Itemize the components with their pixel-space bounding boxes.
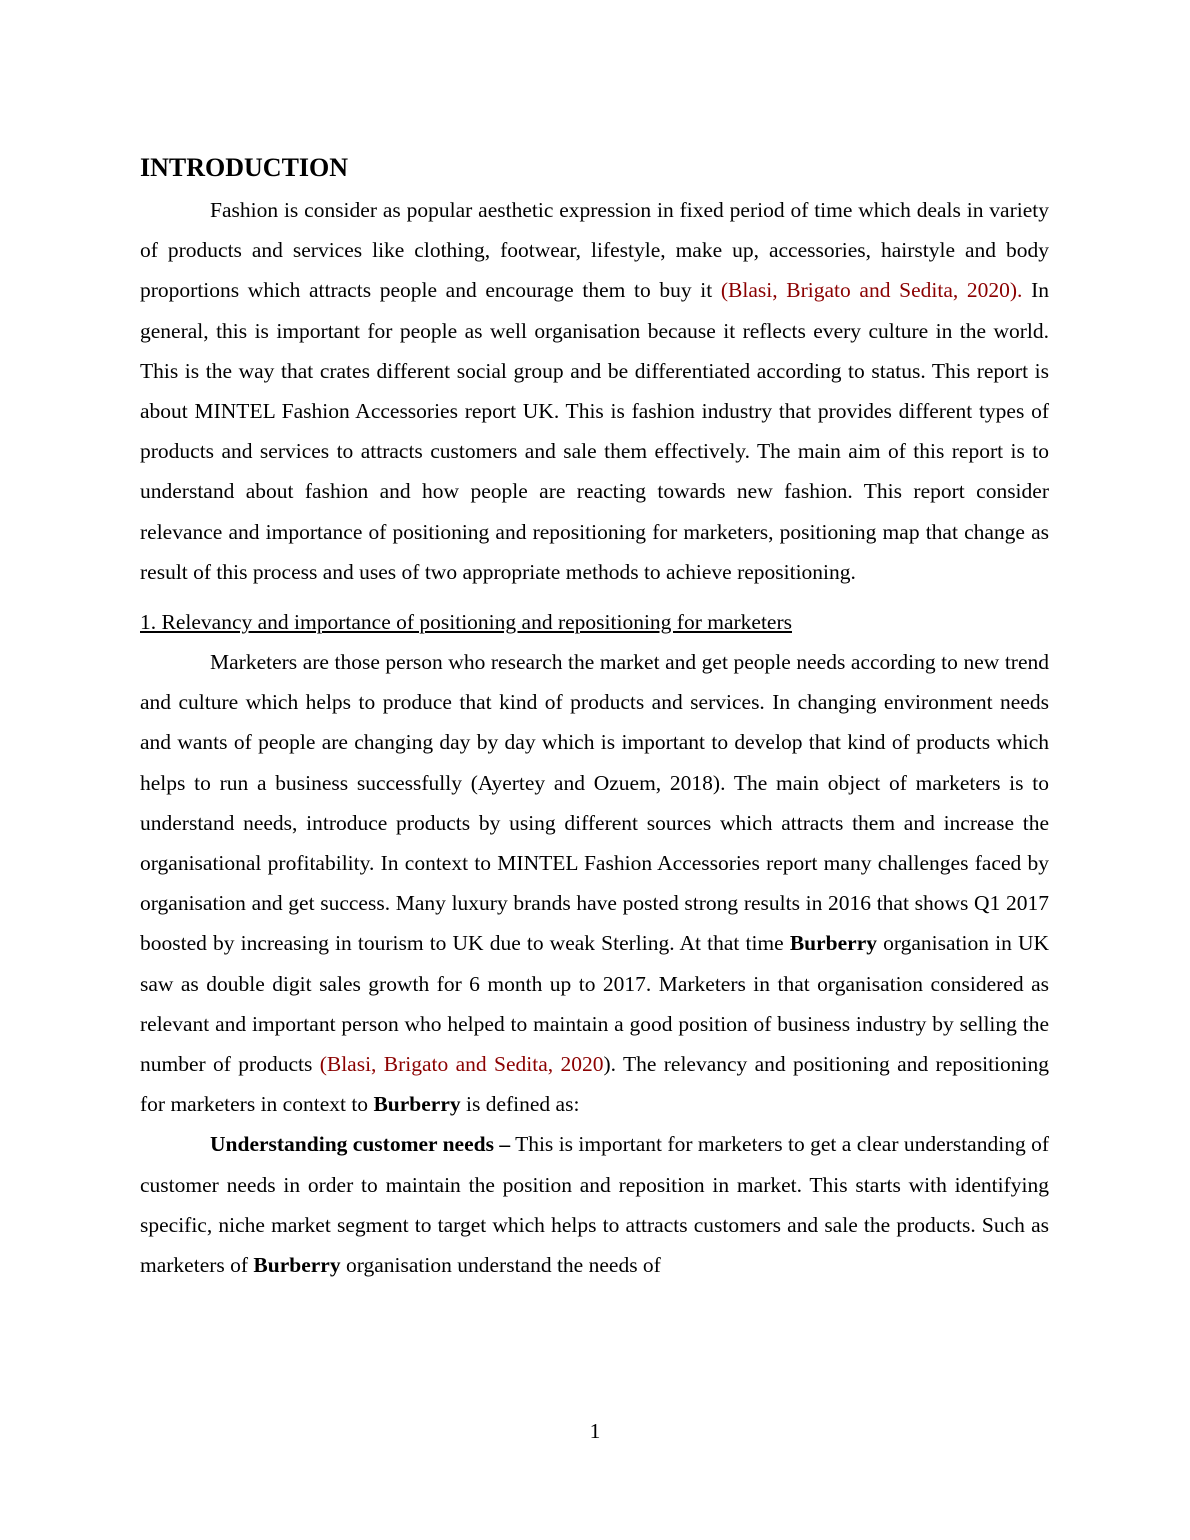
s1-brand-2: Burberry bbox=[373, 1092, 461, 1117]
intro-paragraph bbox=[140, 190, 1049, 592]
document-page bbox=[140, 150, 1049, 1285]
s1-text-3: ). The relevancy and positioning and repositioning for marketers in context to bbox=[140, 1052, 1049, 1117]
s1-brand-1: Burberry bbox=[789, 931, 877, 956]
customer-needs-text-1: This is important for marketers to get a clear understanding of customer needs in order to maintain the position and reposition in market. This starts with identifying specific, niche market segment to target which helps to attracts customers and sale the products. Such as marketers of bbox=[140, 1132, 1049, 1278]
intro-citation: (Blasi, Brigato and Sedita, 2020). bbox=[720, 278, 1023, 303]
introduction-heading: INTRODUCTION bbox=[140, 153, 349, 182]
customer-needs-brand: Burberry bbox=[253, 1253, 341, 1278]
s1-text-2: organisation in UK saw as double digit sales growth for 6 month up to 2017. Marketers in that organisation considered as relevant and important person who helped to maintain a good position of business industry by selling the number of products bbox=[140, 931, 1049, 1077]
section-1-heading: 1. Relevancy and importance of positioning and repositioning for marketers bbox=[140, 610, 792, 635]
s1-text-4: is defined as: bbox=[460, 1092, 580, 1117]
section-1-paragraph bbox=[140, 642, 1049, 1124]
intro-text-2: In general, this is important for people as well organisation because it reflects every culture in the world. This is the way that crates different social group and be differentiated according to status. This report is about MINTEL Fashion Accessories report UK. This is fashion industry that provides different types of products and services to attracts customers and sale them effectively. The main aim of this report is to understand about fashion and how people are reacting towards new fashion. This report consider relevance and importance of positioning and repositioning for marketers, positioning map that change as result of this process and uses of two appropriate methods to achieve repositioning. bbox=[140, 278, 1049, 584]
customer-needs-label: Understanding customer needs – bbox=[210, 1132, 511, 1157]
page-number: 1 bbox=[589, 1419, 601, 1443]
s1-text-1: Marketers are those person who research the market and get people needs according to new trend and culture which helps to produce that kind of products and services. In changing environment needs and wants of people are changing day by day which is important to develop that kind of products which helps to run a business successfully (Ayertey and Ozuem, 2018). The main object of marketers is to understand needs, introduce products by using different sources which attracts them and increase the organisational profitability. In context to MINTEL Fashion Accessories report many challenges faced by organisation and get success. Many luxury brands have posted strong results in 2016 that shows Q1 2017 boosted by increasing in tourism to UK due to weak Sterling. At that time bbox=[140, 650, 1049, 956]
intro-text-1: Fashion is consider as popular aesthetic expression in fixed period of time which deals in variety of products and services like clothing, footwear, lifestyle, make up, accessories, hairstyle and body proportions which attracts people and encourage them to buy it bbox=[140, 198, 1049, 303]
customer-needs-text-2: organisation understand the needs of bbox=[340, 1253, 661, 1278]
s1-citation: (Blasi, Brigato and Sedita, 2020 bbox=[319, 1052, 604, 1077]
customer-needs-paragraph bbox=[140, 1124, 1049, 1285]
